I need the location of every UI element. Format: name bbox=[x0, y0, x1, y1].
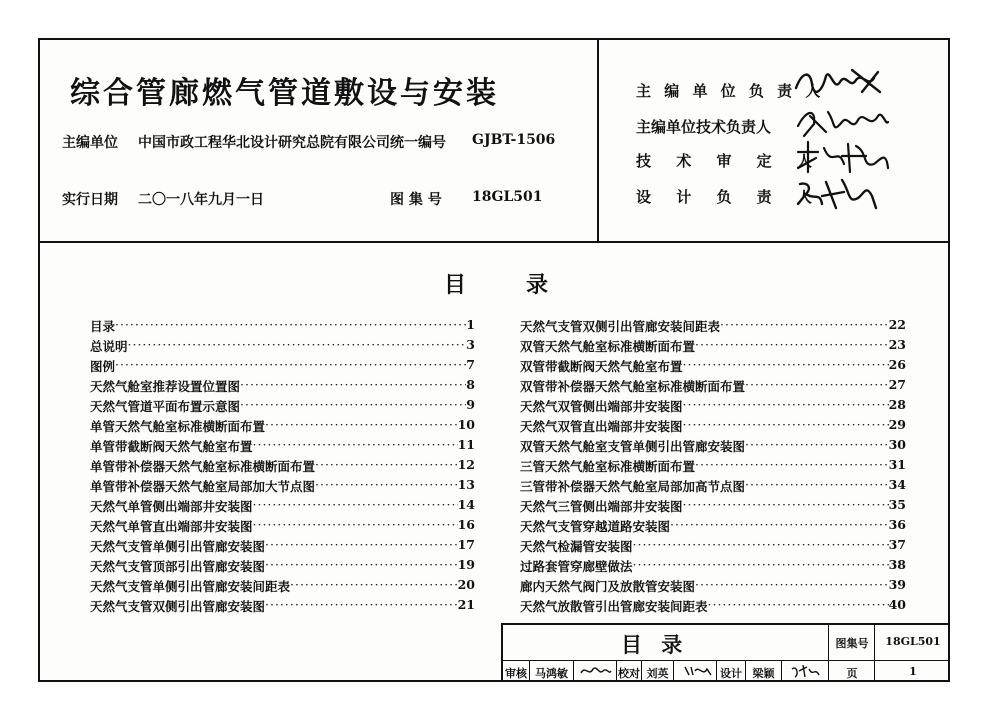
toc-entry-page: 30 bbox=[888, 437, 906, 452]
toc-entry-name: 天然气双管侧出端部井安装图 bbox=[520, 399, 683, 414]
check-signature bbox=[681, 663, 713, 679]
toc-entry-page: 31 bbox=[888, 457, 906, 472]
page-number: 1 bbox=[909, 665, 917, 678]
toc-leader bbox=[708, 597, 889, 615]
toc-entry bbox=[90, 377, 475, 395]
toc-leader bbox=[253, 517, 458, 535]
unified-no-value: GJBT-1506 bbox=[472, 132, 556, 148]
toc-entry-page: 20 bbox=[457, 577, 475, 592]
toc-leader bbox=[265, 557, 458, 575]
toc-entry-name: 单管带截断阀天然气舱室布置 bbox=[90, 439, 253, 454]
toc-heading: 目录 bbox=[444, 273, 609, 298]
toc-entry bbox=[520, 377, 906, 395]
toc-entry-page: 36 bbox=[888, 517, 906, 532]
toc-entry bbox=[90, 317, 475, 335]
toc-leader bbox=[240, 377, 466, 395]
toc-entry bbox=[90, 557, 475, 575]
toc-entry-name: 双管带补偿器天然气舱室标准横断面布置 bbox=[520, 379, 746, 394]
toc-entry bbox=[90, 437, 475, 455]
toc-entry-page: 39 bbox=[888, 577, 906, 592]
drawing-sheet bbox=[38, 38, 950, 682]
toc-entry bbox=[90, 417, 475, 435]
unified-no-label: 统一编号 bbox=[390, 135, 446, 151]
toc-entry-page: 34 bbox=[888, 477, 906, 492]
toc-entry-page: 1 bbox=[466, 317, 475, 332]
check-name: 刘英 bbox=[646, 667, 669, 680]
toc-entry-page: 26 bbox=[888, 357, 906, 372]
toc-leader bbox=[633, 537, 889, 555]
toc-entry bbox=[90, 537, 475, 555]
toc-leader bbox=[265, 417, 458, 435]
toc-leader bbox=[695, 577, 889, 595]
toc-entry-page: 40 bbox=[888, 597, 906, 612]
toc-entry bbox=[90, 457, 475, 475]
toc-entry-page: 11 bbox=[457, 437, 475, 452]
toc-entry bbox=[520, 317, 906, 335]
review-label: 审核 bbox=[505, 667, 527, 680]
toc-entry bbox=[90, 577, 475, 595]
toc-leader bbox=[683, 417, 889, 435]
toc-leader bbox=[695, 457, 889, 475]
toc-leader bbox=[683, 397, 889, 415]
toc-entry-page: 21 bbox=[457, 597, 475, 612]
toc-entry bbox=[90, 497, 475, 515]
toc-entry-page: 37 bbox=[888, 537, 906, 552]
toc-entry-name: 天然气舱室推荐设置位置图 bbox=[90, 379, 241, 394]
toc-leader bbox=[115, 357, 466, 375]
toc-entry-name: 天然气管道平面布置示意图 bbox=[90, 399, 241, 414]
toc-entry-name: 双管天然气舱室支管单侧引出管廊安装图 bbox=[520, 439, 746, 454]
toc-entry bbox=[90, 397, 475, 415]
handwritten-signature-2 bbox=[792, 102, 892, 140]
toc-entry-page: 23 bbox=[888, 337, 906, 352]
toc-leader bbox=[720, 317, 889, 335]
toc-entry bbox=[520, 457, 906, 475]
design-signature bbox=[789, 663, 823, 679]
page-label: 页 bbox=[846, 667, 858, 680]
title-block-cell-line bbox=[673, 660, 674, 682]
toc-leader bbox=[265, 597, 458, 615]
toc-entry-name: 三管带补偿器天然气舱室局部加高节点图 bbox=[520, 479, 746, 494]
toc-entry bbox=[520, 477, 906, 495]
toc-entry bbox=[90, 337, 475, 355]
toc-entry-page: 38 bbox=[888, 557, 906, 572]
toc-entry-name: 天然气支管双侧引出管廊安装间距表 bbox=[520, 319, 721, 334]
toc-entry-name: 天然气双管直出端部井安装图 bbox=[520, 419, 683, 434]
effective-date-label: 实行日期 bbox=[62, 192, 118, 208]
toc-leader bbox=[265, 537, 458, 555]
toc-entry-page: 14 bbox=[457, 497, 475, 512]
title-block-cell-line bbox=[573, 660, 574, 682]
toc-entry-name: 天然气放散管引出管廊安装间距表 bbox=[520, 599, 708, 614]
design-label: 设计 bbox=[720, 667, 742, 680]
toc-entry bbox=[90, 597, 475, 615]
toc-entry-page: 28 bbox=[888, 397, 906, 412]
handwritten-signature-1 bbox=[792, 62, 887, 102]
toc-entry-name: 图例 bbox=[90, 359, 116, 374]
toc-entry bbox=[520, 557, 906, 575]
toc-entry-page: 10 bbox=[457, 417, 475, 432]
toc-entry-name: 天然气支管双侧引出管廊安装图 bbox=[90, 599, 266, 614]
toc-entry-page: 22 bbox=[888, 317, 906, 332]
toc-entry-name: 天然气支管顶部引出管廊安装图 bbox=[90, 559, 266, 574]
toc-leader bbox=[315, 457, 458, 475]
toc-entry-name: 双管带截断阀天然气舱室布置 bbox=[520, 359, 683, 374]
design-name: 梁颖 bbox=[752, 667, 775, 680]
toc-entry-name: 三管天然气舱室标准横断面布置 bbox=[520, 459, 696, 474]
toc-leader bbox=[253, 497, 458, 515]
check-label: 校对 bbox=[618, 667, 640, 680]
toc-entry bbox=[520, 577, 906, 595]
toc-entry-name: 过路套管穿廊壁做法 bbox=[520, 559, 633, 574]
toc-entry bbox=[520, 417, 906, 435]
toc-entry-page: 19 bbox=[457, 557, 475, 572]
toc-entry-name: 天然气支管单侧引出管廊安装图 bbox=[90, 539, 266, 554]
toc-entry-name: 天然气单管直出端部井安装图 bbox=[90, 519, 253, 534]
toc-leader bbox=[670, 517, 889, 535]
toc-leader bbox=[115, 317, 466, 335]
signature-label-chief-editor: 主 编 单 位 负 责 人 bbox=[636, 82, 825, 100]
toc-entry-name: 总说明 bbox=[90, 339, 128, 354]
toc-entry-page: 9 bbox=[466, 397, 475, 412]
toc-leader bbox=[315, 477, 458, 495]
title-block-divider bbox=[828, 623, 829, 682]
toc-entry-page: 16 bbox=[457, 517, 475, 532]
signature-label-reviewer: 技 术 审 定 人 bbox=[636, 152, 822, 170]
title-block bbox=[501, 623, 950, 682]
title-block-atlas-no-label: 图集号 bbox=[835, 637, 869, 650]
toc-entry bbox=[520, 537, 906, 555]
toc-entry-name: 天然气三管侧出端部井安装图 bbox=[520, 499, 683, 514]
toc-entry-name: 廊内天然气阀门及放散管安装图 bbox=[520, 579, 696, 594]
editor-unit-label: 主编单位 bbox=[62, 135, 118, 151]
toc-leader bbox=[253, 437, 458, 455]
toc-leader bbox=[745, 477, 889, 495]
review-name: 马鸿敏 bbox=[535, 667, 568, 680]
header-divider bbox=[40, 241, 948, 243]
toc-leader bbox=[683, 497, 889, 515]
toc-entry-name: 天然气检漏管安装图 bbox=[520, 539, 633, 554]
toc-entry bbox=[90, 477, 475, 495]
toc-entry-page: 27 bbox=[888, 377, 906, 392]
toc-entry-page: 17 bbox=[457, 537, 475, 552]
toc-entry bbox=[520, 597, 906, 615]
title-block-top-border bbox=[501, 623, 950, 625]
handwritten-signature-3 bbox=[792, 138, 892, 176]
toc-leader bbox=[745, 377, 889, 395]
toc-entry bbox=[520, 437, 906, 455]
toc-entry bbox=[520, 337, 906, 355]
title-block-divider bbox=[874, 623, 875, 682]
toc-entry-page: 35 bbox=[888, 497, 906, 512]
toc-entry-name: 单管天然气舱室标准横断面布置 bbox=[90, 419, 266, 434]
toc-entry bbox=[90, 357, 475, 375]
title-block-atlas-no-value: 18GL501 bbox=[885, 635, 941, 648]
review-signature bbox=[579, 663, 613, 679]
toc-entry-name: 双管天然气舱室标准横断面布置 bbox=[520, 339, 696, 354]
toc-entry bbox=[520, 517, 906, 535]
toc-entry bbox=[520, 497, 906, 515]
toc-entry-name: 单管带补偿器天然气舱室标准横断面布置 bbox=[90, 459, 316, 474]
toc-entry-page: 12 bbox=[457, 457, 475, 472]
toc-leader bbox=[683, 357, 889, 375]
toc-entry-page: 13 bbox=[457, 477, 475, 492]
toc-leader bbox=[633, 557, 889, 575]
toc-entry-name: 天然气支管单侧引出管廊安装间距表 bbox=[90, 579, 291, 594]
toc-entry bbox=[520, 357, 906, 375]
toc-entry-page: 7 bbox=[466, 357, 475, 372]
toc-entry-page: 3 bbox=[466, 337, 475, 352]
signature-label-design-lead: 设 计 负 责 人 bbox=[636, 188, 822, 206]
toc-entry bbox=[520, 397, 906, 415]
handwritten-signature-4 bbox=[792, 174, 882, 214]
title-block-mid-line bbox=[501, 660, 950, 661]
toc-leader bbox=[128, 337, 467, 355]
signature-divider bbox=[597, 40, 599, 242]
toc-entry bbox=[90, 517, 475, 535]
title-block-title: 目 录 bbox=[621, 633, 689, 657]
toc-leader bbox=[290, 577, 458, 595]
title-block-cell-line bbox=[781, 660, 782, 682]
atlas-no-value: 18GL501 bbox=[472, 189, 543, 205]
toc-entry-page: 29 bbox=[888, 417, 906, 432]
toc-entry-name: 目录 bbox=[90, 319, 116, 334]
toc-leader bbox=[695, 337, 889, 355]
toc-leader bbox=[240, 397, 466, 415]
editor-unit-value: 中国市政工程华北设计研究总院有限公司 bbox=[138, 135, 390, 151]
toc-entry-page: 8 bbox=[466, 377, 475, 392]
atlas-no-label: 图 集 号 bbox=[390, 192, 442, 208]
atlas-title: 综合管廊燃气管道敷设与安装 bbox=[70, 76, 499, 111]
effective-date-value: 二〇一八年九月一日 bbox=[138, 192, 264, 208]
toc-leader bbox=[745, 437, 889, 455]
signature-label-tech-chief: 主编单位技术负责人 bbox=[636, 118, 772, 136]
toc-entry-name: 天然气支管穿越道路安装图 bbox=[520, 519, 671, 534]
toc-entry-name: 天然气单管侧出端部井安装图 bbox=[90, 499, 253, 514]
toc-entry-name: 单管带补偿器天然气舱室局部加大节点图 bbox=[90, 479, 316, 494]
